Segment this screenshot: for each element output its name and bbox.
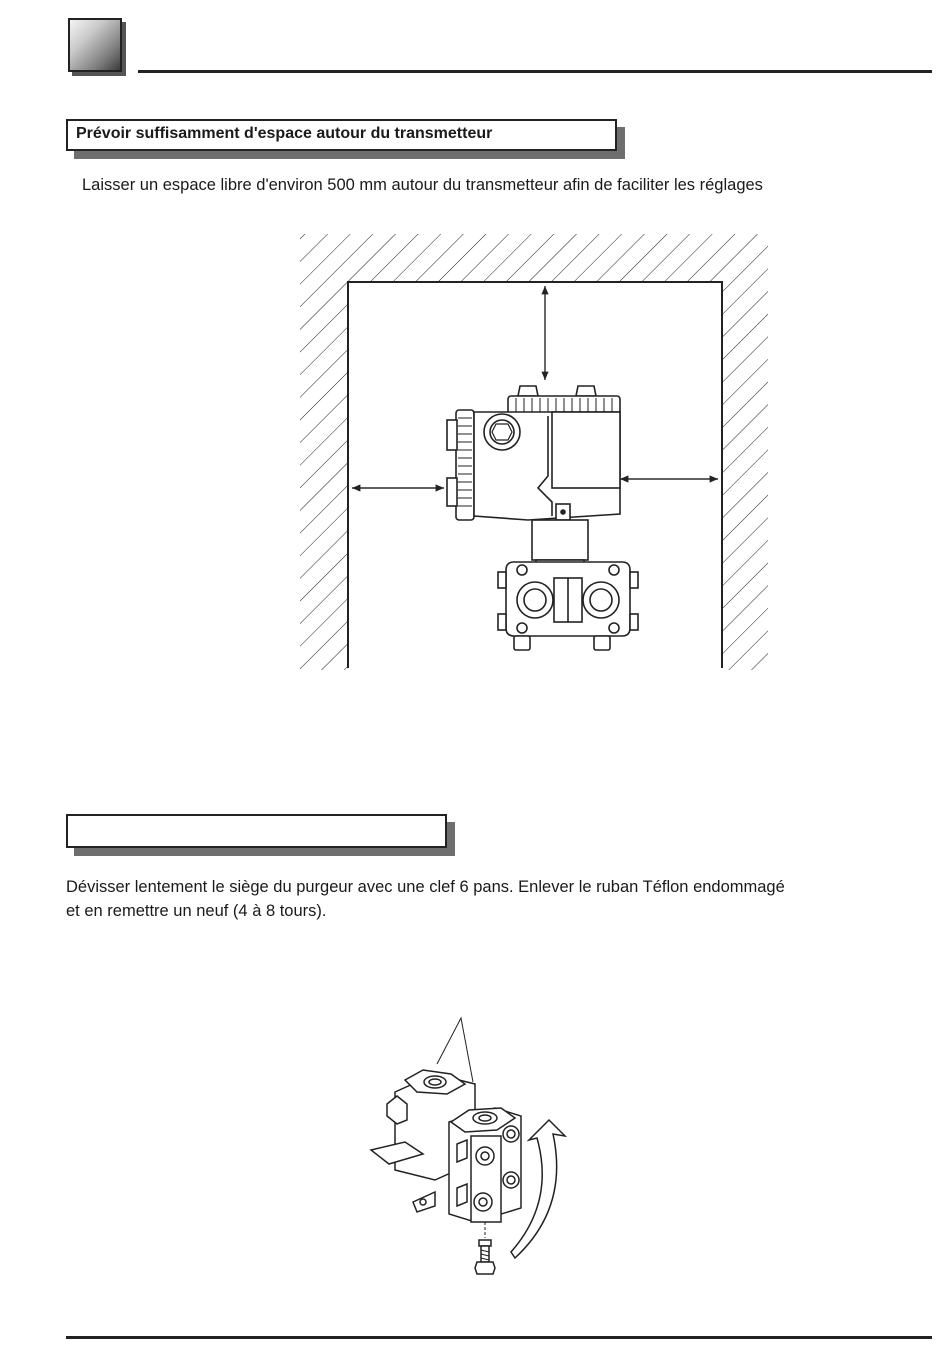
vent-paragraph xyxy=(66,875,785,923)
section-marker-block xyxy=(68,18,122,72)
header-rule xyxy=(138,70,932,73)
clearance-paragraph: Laisser un espace libre d'environ 500 mm autour du transmetteur afin de faciliter les réglages xyxy=(82,176,763,194)
transmitter-drawing xyxy=(447,386,638,650)
footer-rule xyxy=(66,1336,932,1339)
vent-paragraph-line1: Dévisser lentement le siège du purgeur avec une clef 6 pans. Enlever le ruban Téflon endommagé xyxy=(66,878,785,896)
section-heading-vent xyxy=(66,814,447,848)
section-heading-text: Prévoir suffisamment d'espace autour du transmetteur xyxy=(76,125,493,142)
vent-paragraph-line2: et en remettre un neuf (4 à 8 tours). xyxy=(66,902,327,920)
transmitter-clearance-diagram xyxy=(290,226,780,676)
section-heading-clearance xyxy=(66,119,617,151)
vent-plug-removal-diagram xyxy=(365,1012,585,1282)
